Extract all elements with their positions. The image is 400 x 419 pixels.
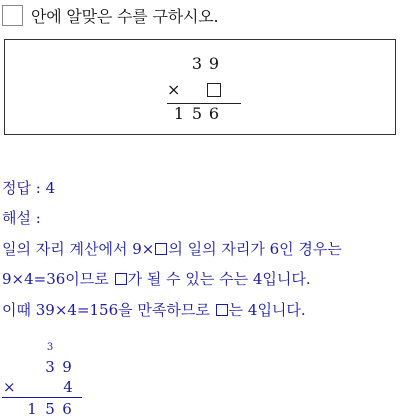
blank-box-icon [2, 5, 23, 26]
question-text: 안에 알맞은 수를 구하시오. [31, 6, 219, 26]
question-header [2, 1, 218, 29]
work-product-hundreds-digit: 1 [27, 400, 37, 418]
blank-box-icon [216, 304, 228, 316]
explanation-line-2-part-b: 가 될 수 있는 수는 4입니다. [127, 270, 311, 288]
work-product-tens-digit: 5 [45, 400, 55, 418]
answer-line [2, 178, 55, 198]
product-tens-digit: 5 [191, 104, 203, 123]
explanation-line-3 [2, 300, 306, 320]
product-ones-digit: 6 [208, 104, 220, 123]
explanation-line-1 [2, 239, 342, 259]
blank-box-icon [115, 273, 127, 285]
multiplicand-tens-digit: 3 [191, 54, 203, 73]
explanation-line-2 [2, 269, 311, 289]
work-multiplicand-tens-digit: 3 [45, 358, 55, 376]
work-rule-line [2, 397, 82, 398]
times-sign: × [167, 80, 181, 99]
problem-box [4, 39, 396, 135]
multiplication-problem [5, 40, 395, 134]
blank-box-icon [155, 243, 167, 255]
explanation-line-3-part-a: 이때 39×4=156을 만족하므로 [2, 301, 210, 319]
work-multiplicand-ones-digit: 9 [62, 358, 72, 376]
carry-digit: 3 [46, 342, 54, 353]
work-times-sign: × [3, 378, 16, 396]
explanation-line-1-part-a: 일의 자리 계산에서 9× [2, 240, 155, 258]
work-product-ones-digit: 6 [62, 400, 72, 418]
explanation-separator: : [35, 209, 41, 227]
explanation-line-2-part-a: 9×4=36이므로 [2, 270, 109, 288]
answer-value: 4 [45, 179, 56, 197]
explanation-label: 해설 [2, 209, 31, 227]
explanation-line-3-part-b: 는 4입니다. [228, 301, 306, 319]
work-multiplier-digit: 4 [63, 378, 73, 396]
multiplicand-ones-digit: 9 [208, 54, 220, 73]
worked-multiplication [0, 338, 120, 419]
product-hundreds-digit: 1 [173, 104, 185, 123]
answer-label: 정답 [2, 179, 31, 197]
unknown-digit-box [207, 83, 221, 97]
explanation-header [2, 208, 41, 228]
explanation-line-1-part-b: 의 일의 자리가 6인 경우는 [168, 240, 342, 258]
answer-separator: : [35, 179, 41, 197]
